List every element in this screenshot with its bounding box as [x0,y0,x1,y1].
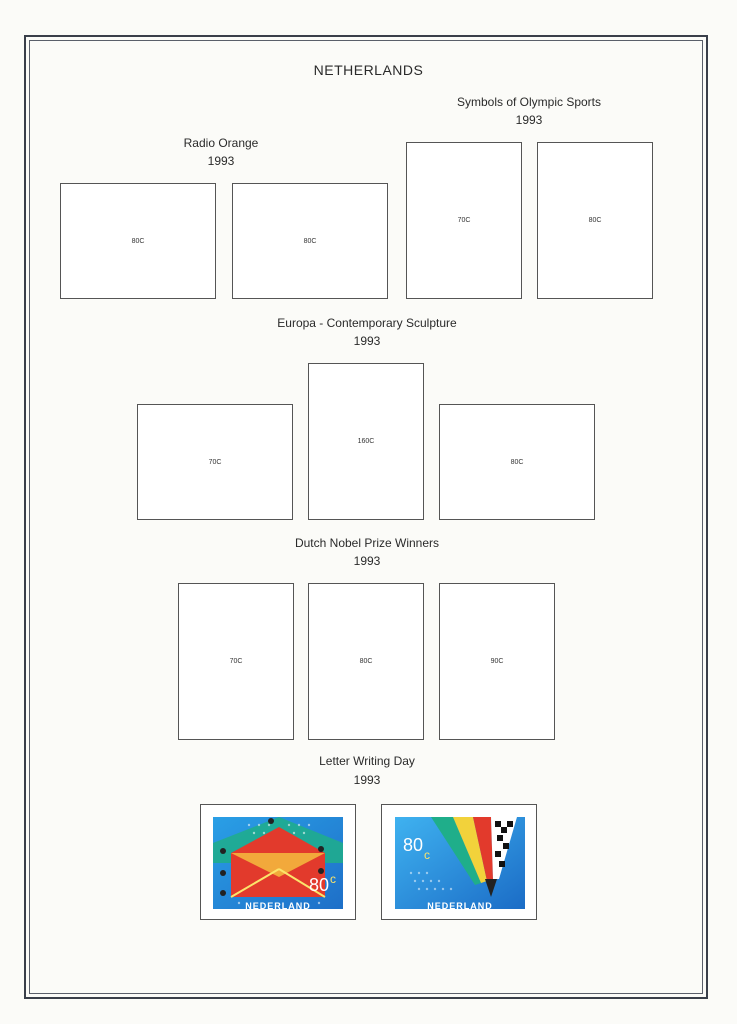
stamp-space [178,583,294,740]
set-year-olympic-sports: 1993 [515,113,543,127]
set-year-europa: 1993 [353,334,381,348]
stamp-image-pens [391,813,529,913]
stamp-space [137,404,293,520]
set-title-europa: Europa - Contemporary Sculpture [277,316,457,330]
stamp-unit: c [424,848,430,862]
stamp-value: 80 [309,875,330,895]
stamp-space [60,183,216,299]
stamp-space-value: 80C [510,458,524,466]
stamp-space-value: 70C [457,217,471,224]
stamp-space-value: 70C [229,658,243,665]
stamp-space [308,583,424,740]
set-title-letter-writing: Letter Writing Day [319,754,415,768]
stamp-image-envelope [209,813,347,913]
stamp-country: NEDERLAND [245,901,311,911]
stamp-space [537,142,653,299]
stamp-space-value: 80C [588,217,602,224]
set-year-letter-writing: 1993 [353,773,381,787]
stamp-space [439,404,595,520]
set-title-olympic-sports: Symbols of Olympic Sports [456,95,602,109]
stamp-value: 80 [403,835,424,855]
stamp-space-value: 80C [131,237,145,245]
set-year-radio-orange: 1993 [207,154,235,168]
stamp-space-value: 80C [303,237,317,245]
stamp-unit: c [330,872,336,886]
stamp-mount [200,804,356,920]
stamp-space-value: 80C [359,658,373,665]
stamp-space-value: 90C [490,658,504,665]
stamp-space [406,142,522,299]
stamp-space [232,183,388,299]
page-title: NETHERLANDS [313,62,424,78]
set-title-nobel: Dutch Nobel Prize Winners [294,536,440,550]
stamp-space [439,583,555,740]
stamp-mount [381,804,537,920]
stamp-space-value: 70C [208,458,222,466]
stamp-space-value: 160C [357,438,375,445]
stamp-country: NEDERLAND [427,901,493,911]
set-title-radio-orange: Radio Orange [183,136,259,150]
stamp-space [308,363,424,520]
set-year-nobel: 1993 [353,554,381,568]
